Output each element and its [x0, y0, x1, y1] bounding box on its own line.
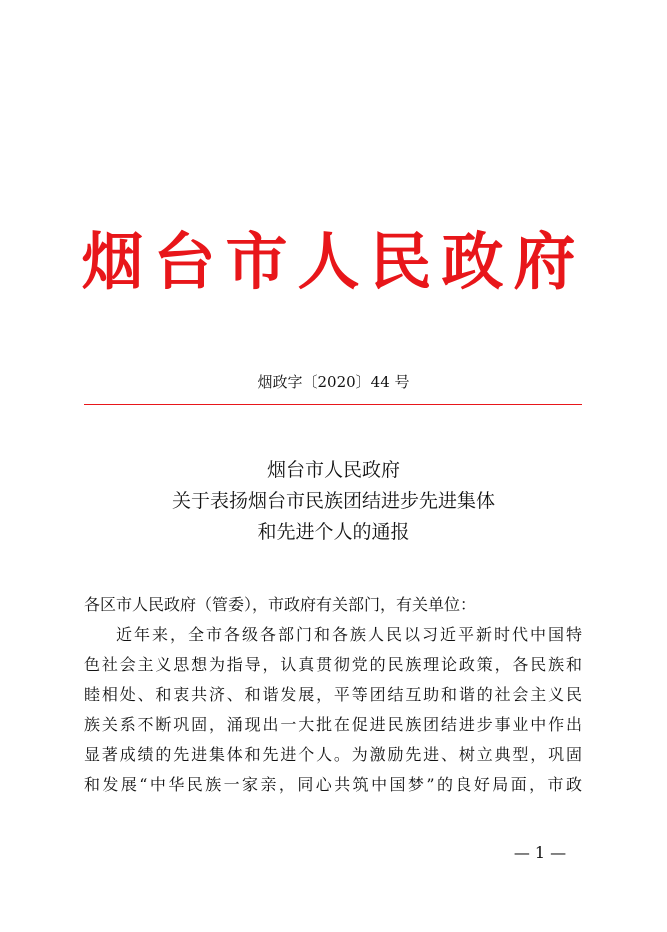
- paragraph-line-6: 和发展“中华民族一家亲，同心共筑中国梦”的良好局面，市政: [84, 775, 582, 794]
- paragraph-line-4: 族关系不断巩固，涌现出一大批在促进民族团结进步事业中作出: [84, 715, 582, 734]
- page-number: — 1 —: [513, 843, 567, 862]
- issuer-heading: 烟台市人民政府: [81, 225, 586, 298]
- paragraph-line-1: 近年来，全市各级各部门和各族人民以习近平新时代中国特: [116, 625, 582, 644]
- salutation: 各区市人民政府（管委），市政府有关部门，有关单位：: [84, 595, 477, 614]
- red-separator-line: [84, 404, 582, 405]
- document-number: 烟政字〔2020〕44 号: [257, 373, 410, 391]
- paragraph-line-5: 显著成绩的先进集体和先进个人。为激励先进、树立典型，巩固: [84, 745, 582, 764]
- title-line-2: 关于表扬烟台市民族团结进步先进集体: [171, 490, 495, 512]
- title-line-3: 和先进个人的通报: [257, 521, 410, 543]
- document-body: [84, 590, 582, 800]
- title-line-1: 烟台市人民政府: [266, 459, 400, 481]
- document-title: [0, 455, 667, 548]
- paragraph-line-3: 睦相处、和衷共济、和谐发展，平等团结互助和谐的社会主义民: [84, 685, 582, 704]
- paragraph-line-2: 色社会主义思想为指导，认真贯彻党的民族理论政策，各民族和: [84, 655, 582, 674]
